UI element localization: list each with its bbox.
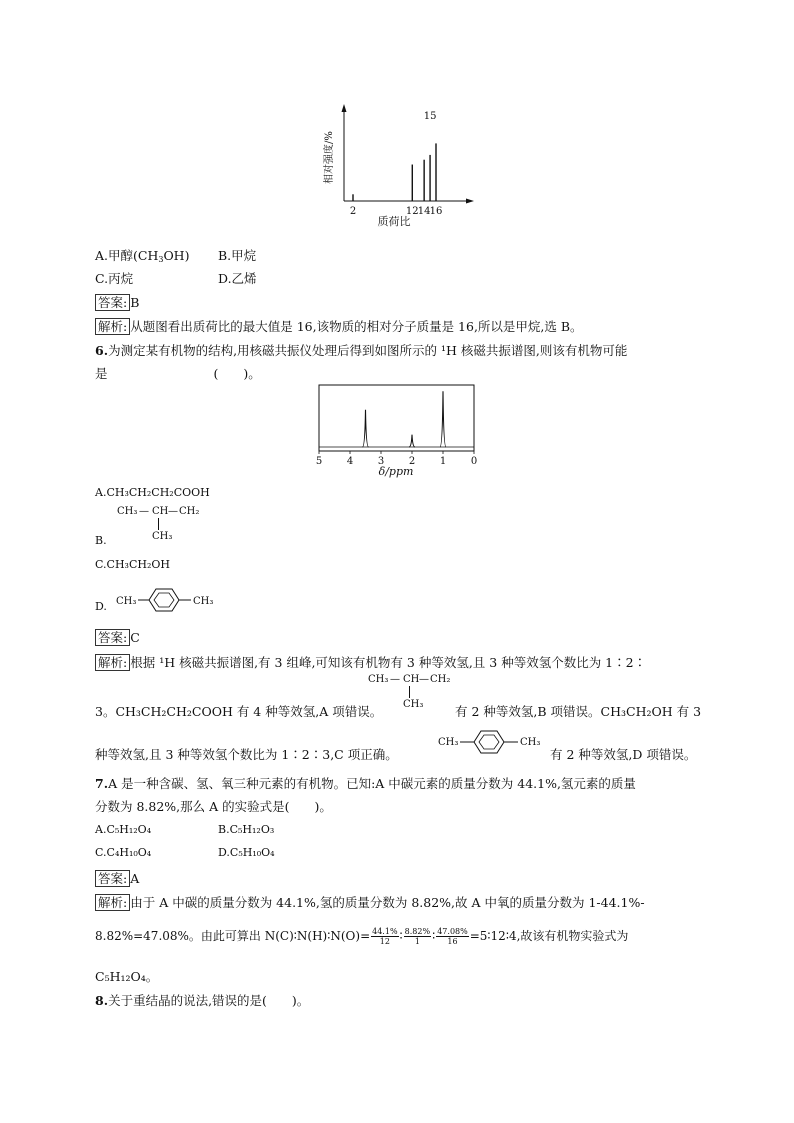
nmr-tick-label-1: 1 [439,456,447,467]
p-xylene-structure-d [116,585,222,615]
q6-analysis-line3a: 种等效氢,且 3 种等效氢个数比为 1∶2∶3,C 项正确。 [95,747,398,762]
nmr-tick-label-3: 3 [377,456,385,467]
q5-option-c: C.丙烷 [95,271,134,286]
q5-analysis: 解析: 从题图看出质荷比的最大值是 16,该物质的相对分子质量是 16,所以是甲烷,选 B。 [95,317,583,335]
fraction-carbon: $\frac{44.1\%}{12}$ [372,927,398,946]
q7-option-a: A.C₅H₁₂O₄ [95,823,152,836]
q7-option-c: C.C₄H₁₀O₄ [95,846,152,859]
nmr-peak-3.5 [363,410,369,447]
q7-analysis-line2: 8.82%=47.08%。由此可算出 N(C)∶N(H)∶N(O)= $\frac{44.1\%}{12}$ ∶ $\frac{8.82\%}{1}$ ∶ $\frac{47.08\%}{16}$ =5∶12∶4,故该有机物实验式为 [95,927,629,946]
analysis-isobutane-structure: CH₃ — CH — CH₂ CH₃ [368,674,451,710]
q7-option-d: D.C₅H₁₀O₄ [218,846,275,859]
q5-option-d: D.乙烯 [218,271,257,286]
analysis-label: 解析: [95,654,130,671]
q7-answer: 答案: A [95,869,139,887]
q7-stem: 7.A 是一种含碳、氢、氧三种元素的有机物。已知:A 中碳元素的质量分数为 44.1%,氢元素的质量 [95,776,636,791]
q6-option-a: A.CH₃CH₂CH₂COOH [95,486,210,499]
q5-answer: 答案: B [95,293,139,311]
q6-option-c: C.CH₃CH₂OH [95,558,170,571]
nmr-peak-1 [440,391,446,447]
q5-option-b: B.甲烷 [218,248,257,263]
ms-tick-label-14: 14 [417,206,431,217]
svg-text:CH₃: CH₃ [193,596,214,607]
answer-label: 答案: [95,870,130,887]
q7-stem-line2: 分数为 8.82%,那么 A 的实验式是( )。 [95,799,332,814]
nmr-tick-label-5: 5 [315,456,323,467]
ms-tick-label-16: 16 [429,206,443,217]
q6-answer: 答案: C [95,628,140,646]
fraction-hydrogen: $\frac{8.82\%}{1}$ [404,927,431,946]
ms-tick-label-2: 2 [349,206,357,217]
q6-stem: 6.为测定某有机物的结构,用核磁共振仪处理后得到如图所示的 ¹H 核磁共振谱图,则该有机物可能 [95,343,628,358]
nmr-frame [319,385,474,451]
ms-tick-label-12: 12 [405,206,419,217]
nmr-peak-2 [409,435,415,447]
svg-text:CH₃: CH₃ [438,737,459,748]
q6-analysis-line2b: 有 2 种等效氢,B 项错误。CH₃CH₂OH 有 3 [455,704,702,719]
nmr-x-label: δ/ppm [378,465,414,478]
q6-option-d: D. [95,600,107,613]
q7-analysis-line1: 解析: 由于 A 中碳的质量分数为 44.1%,氢的质量分数为 8.82%,故 A 中氧的质量分数为 1-44.1%- [95,893,645,911]
answer-label: 答案: [95,629,130,646]
q6-stem-line2: 是 ( )。 [95,366,261,381]
q6-analysis-line2a: 3。CH₃CH₂CH₂COOH 有 4 种等效氢,A 项错误。 [95,704,383,719]
q6-option-b: B. [95,534,107,547]
nmr-tick-label-0: 0 [470,456,478,467]
nmr-spectrum-chart [310,384,484,480]
isobutane-structure-b: CH₃ — CH — CH₂ CH₃ [117,506,200,542]
analysis-p-xylene-structure [438,728,548,758]
nmr-tick-label-4: 4 [346,456,354,467]
q7-analysis-line3: C₅H₁₂O₄。 [95,969,159,984]
mass-spectrum-chart [318,104,478,230]
ms-peak-label: 15 [423,111,437,122]
q8-stem: 8.关于重结晶的说法,错误的是( )。 [95,993,310,1008]
q6-analysis-line3b: 有 2 种等效氢,D 项错误。 [550,747,697,762]
ms-x-label: 质荷比 [377,215,411,228]
q6-analysis-line1: 解析: 根据 ¹H 核磁共振谱图,有 3 组峰,可知该有机物有 3 种等效氢,且 3 种等效氢个数比为 1∶2∶ [95,653,646,671]
ms-y-label: 相对强度/% [324,131,335,184]
svg-text:CH₃: CH₃ [520,737,541,748]
analysis-label: 解析: [95,894,130,911]
q7-option-b: B.C₅H₁₂O₃ [218,823,275,836]
fraction-oxygen: $\frac{47.08\%}{16}$ [437,927,468,946]
q5-option-a: A.甲醇$(CH_3OH)$ [95,248,190,264]
nmr-tick-label-2: 2 [408,456,416,467]
answer-label: 答案: [95,294,130,311]
svg-text:CH₃: CH₃ [116,596,137,607]
analysis-label: 解析: [95,318,130,335]
